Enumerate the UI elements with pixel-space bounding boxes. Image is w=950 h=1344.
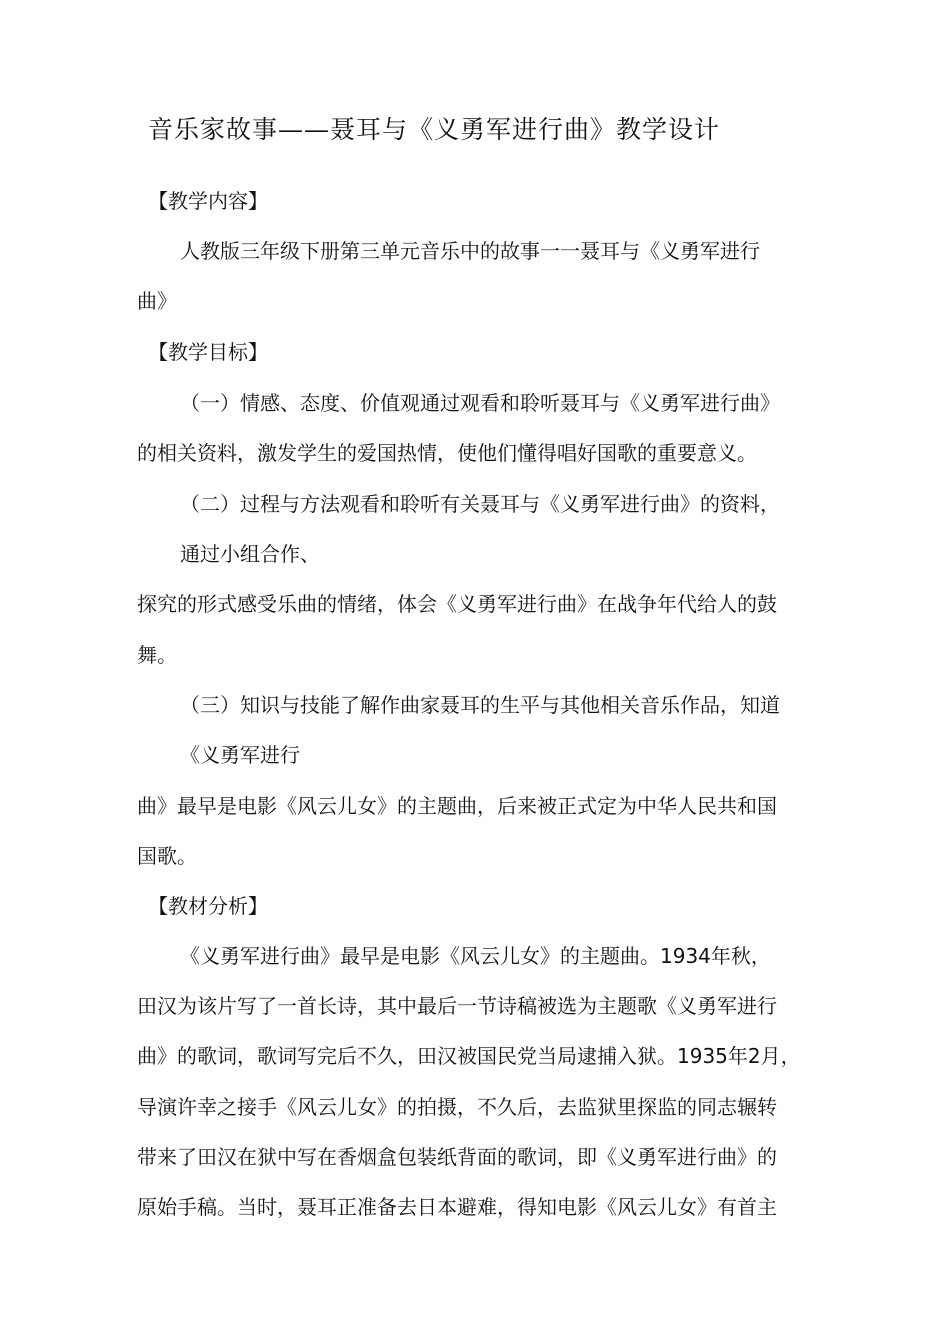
paragraph-line: 曲》最早是电影《风云儿女》的主题曲，后来被正式定为中华人民共和国: [137, 794, 777, 818]
paragraph-line: （三）知识与技能了解作曲家聂耳的生平与其他相关音乐作品，知道: [180, 693, 780, 717]
paragraph-line: 舞。: [137, 643, 177, 667]
paragraph-line: 人教版三年级下册第三单元音乐中的故事一一聂耳与《义勇军进行: [180, 239, 760, 263]
paragraph-line: 的相关资料，激发学生的爱国热情，使他们懂得唱好国歌的重要意义。: [137, 441, 757, 465]
section-heading-goals: 【教学目标】: [148, 340, 268, 364]
paragraph-line: 国歌。: [137, 844, 197, 868]
section-heading-analysis: 【教材分析】: [148, 894, 268, 918]
paragraph-line: （二）过程与方法观看和聆听有关聂耳与《义勇军进行曲》的资料，: [180, 492, 780, 516]
paragraph-line: 《义勇军进行: [180, 743, 300, 767]
paragraph-line: 探究的形式感受乐曲的情绪，体会《义勇军进行曲》在战争年代给人的鼓: [137, 592, 777, 616]
paragraph-line: （一）情感、态度、价值观通过观看和聆听聂耳与《义勇军进行曲》: [180, 391, 780, 415]
paragraph-line: 田汉为该片写了一首长诗，其中最后一节诗稿被选为主题歌《义勇军进行: [137, 994, 777, 1018]
paragraph-line: 曲》的歌词，歌词写完后不久，田汉被国民党当局逮捕入狱。1935年2月，: [137, 1044, 801, 1068]
paragraph-line: 通过小组合作、: [180, 542, 320, 566]
paragraph-line: 《义勇军进行曲》最早是电影《风云儿女》的主题曲。1934年秋，: [180, 944, 771, 968]
paragraph-line: 曲》: [137, 289, 177, 313]
page-title: 音乐家故事——聂耳与《义勇军进行曲》教学设计: [148, 115, 721, 144]
section-heading-content: 【教学内容】: [148, 189, 268, 213]
paragraph-line: 原始手稿。当时，聂耳正准备去日本避难，得知电影《风云儿女》有首主: [137, 1195, 777, 1219]
paragraph-line: 带来了田汉在狱中写在香烟盒包装纸背面的歌词，即《义勇军进行曲》的: [137, 1145, 777, 1169]
paragraph-line: 导演许幸之接手《风云儿女》的拍摄，不久后，去监狱里探监的同志辗转: [137, 1095, 777, 1119]
